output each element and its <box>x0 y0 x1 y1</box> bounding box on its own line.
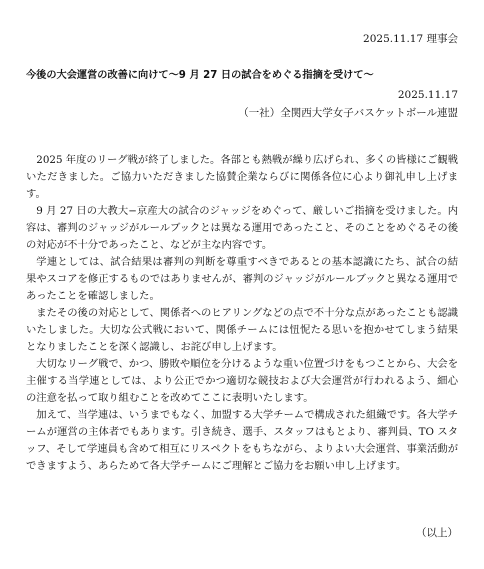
board-meeting-date: 2025.11.17 理事会 <box>363 33 458 45</box>
paragraph-5: 大切なリーグ戦で、かつ、勝敗や順位を分けるような重い位置づけをもつことから、大会を主催する当学連としては、より公正でかつ適切な競技および大会運営が行われるよう、細心の注意を払って取り組むことを改めてここに表明いたします。 <box>26 358 458 404</box>
document-date: 2025.11.17 <box>397 89 458 101</box>
paragraph-4: またその後の対応として、関係者へのヒアリングなどの点で不十分な点があったことも認識いたしました。大切な公式戦において、関係チームには忸怩たる思いを抱かせてしまう結果となりましたことを深く認識し、お詫び申し上げます。 <box>26 307 458 353</box>
paragraph-3: 学連としては、試合結果は審判の判断を尊重すべきであるとの基本認識にたち、試合の結果やスコアを修正するものではありませんが、審判のジャッジがルールブックと異なる運用であったことを確認しました。 <box>26 256 458 302</box>
document-title: 今後の大会運営の改善に向けて〜9 月 27 日の試合をめぐる指摘を受けて〜 <box>26 70 374 81</box>
paragraph-2: 9 月 27 日の大教大−京産大の試合のジャッジをめぐって、厳しいご指摘を受けました。内容は、審判のジャッジがルールブックとは異なる運用であったこと、そのことをめぐるその後の対応が不十分であったこと、などが主な内容です。 <box>26 205 458 251</box>
issuing-organization: （一社）全関西大学女子バスケットボール連盟 <box>238 107 458 119</box>
closing-mark: （以上） <box>416 527 458 539</box>
paragraph-6: 加えて、当学連は、いうまでもなく、加盟する大学チームで構成された組織です。各大学チームが運営の主体者でもあります。引き続き、選手、スタッフはもとより、審判員、TO スタッフ、そして学連員も含めて相互にリスペクトをもちながら、よりよい大会運営、事業活動ができますよう、あらためて各大学チームにご理解とご協力をお願い申し上げます。 <box>26 409 458 472</box>
paragraph-1: 2025 年度のリーグ戦が終了しました。各部とも熱戦が繰り広げられ、多くの皆様にご観戦いただきました。ご協力いただきました協賛企業ならびに関係各位に心より御礼申し上げます。 <box>26 154 458 200</box>
document-body <box>26 152 458 475</box>
